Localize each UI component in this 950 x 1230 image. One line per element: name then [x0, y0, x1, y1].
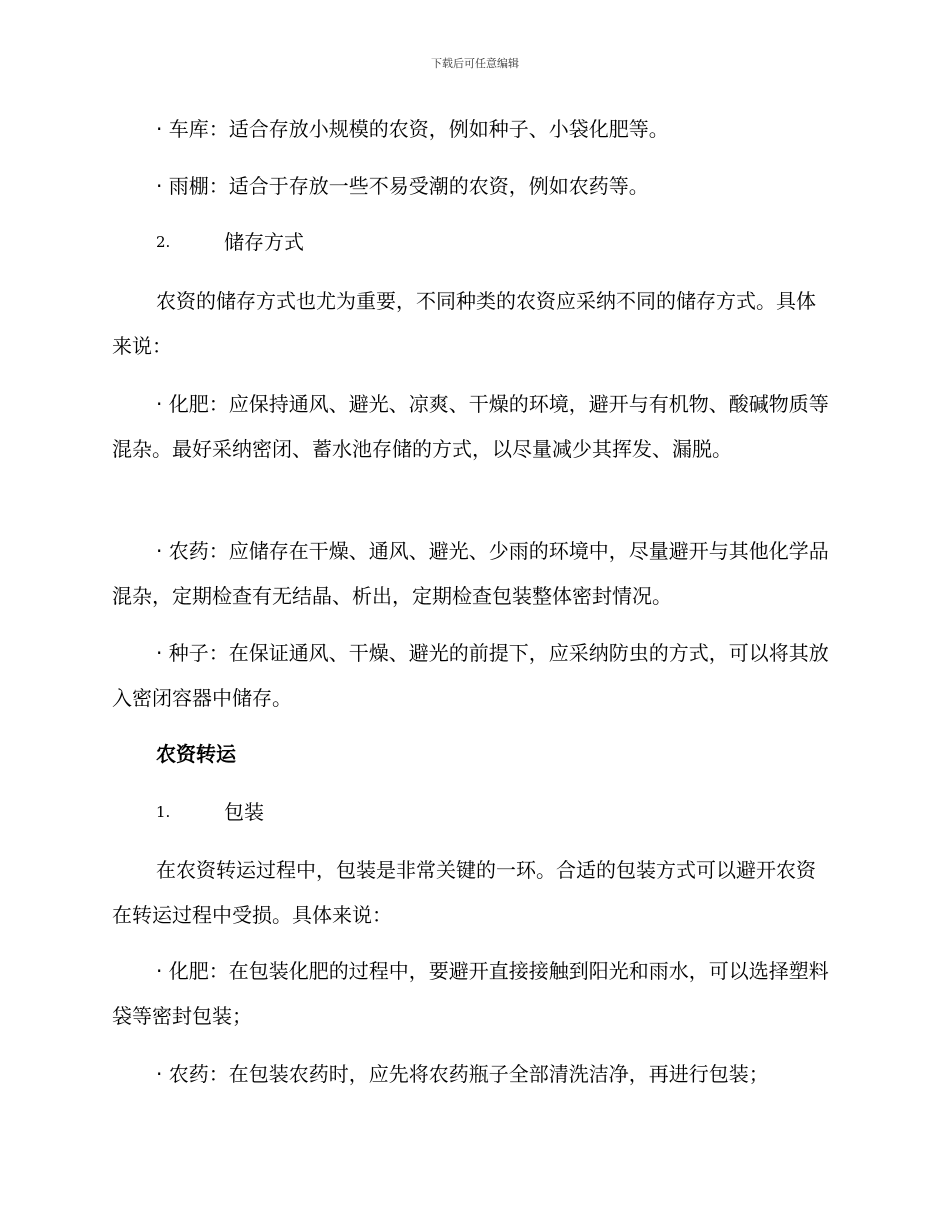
paragraph-seed-storage: · 种子：在保证通风、干燥、避光的前提下，应采纳防虫的方式，可以将其放入密闭容器中储存。: [112, 641, 829, 710]
heading-text: 储存方式: [224, 230, 304, 254]
paragraph-garage: · 车库：适合存放小规模的农资，例如种子、小袋化肥等。: [156, 117, 669, 141]
heading-text: 包装: [224, 800, 264, 824]
heading-number: 1.: [156, 803, 171, 821]
page-header-note: 下载后可任意编辑: [431, 57, 519, 70]
paragraph-shed: · 雨棚：适合于存放一些不易受潮的农资，例如农药等。: [156, 174, 649, 198]
paragraph-fertilizer-packaging: · 化肥：在包装化肥的过程中，要避开直接接触到阳光和雨水，可以选择塑料袋等密封包装；: [112, 959, 829, 1028]
paragraph-fertilizer-storage: · 化肥：应保持通风、避光、凉爽、干燥的环境，避开与有机物、酸碱物质等混杂。最好采纳密闭、蓄水池存储的方式，以尽量减少其挥发、漏脱。: [112, 392, 829, 461]
paragraph-packaging-intro: 在农资转运过程中，包装是非常关键的一环。合适的包装方式可以避开农资在转运过程中受损。具体来说：: [112, 858, 816, 927]
section-title-transport: 农资转运: [156, 742, 236, 766]
heading-number: 2.: [156, 233, 171, 251]
paragraph-storage-intro: 农资的储存方式也尤为重要，不同种类的农资应采纳不同的储存方式。具体来说：: [112, 289, 816, 358]
paragraph-pesticide-packaging: · 农药：在包装农药时，应先将农药瓶子全部清洗洁净，再进行包装；: [156, 1062, 769, 1086]
paragraph-pesticide-storage: · 农药：应储存在干燥、通风、避光、少雨的环境中，尽量避开与其他化学品混杂，定期检查有无结晶、析出，定期检查包装整体密封情况。: [112, 539, 829, 608]
